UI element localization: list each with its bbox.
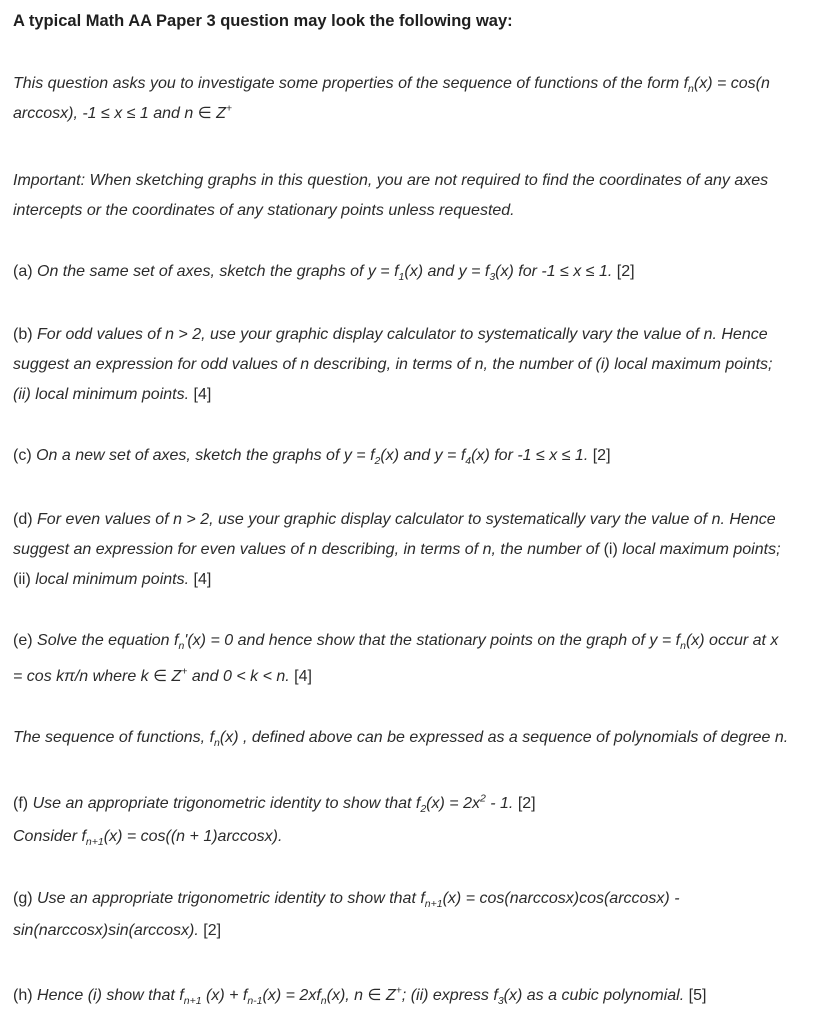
subscript: 4 (465, 455, 472, 468)
question-text: On a new set of axes, sketch the graphs of y = f (36, 447, 375, 464)
question-text: ; (ii) express f (401, 987, 498, 1004)
question-text: (x) as a cubic polynomial. (503, 987, 685, 1004)
question-text: (x) for -1 ≤ x ≤ 1. (495, 263, 613, 280)
paragraph-text: The sequence of functions, f (13, 729, 215, 746)
marks: [2] (592, 447, 611, 464)
important-line-2: intercepts or the coordinates of any stationary points unless requested. (13, 202, 515, 219)
question-text: suggest an expression for even values of n describing, in terms of n, the number of (13, 541, 600, 558)
question-text: For even values of n > 2, use your graphic display calculator to systematically vary the value of n. Hence (37, 511, 776, 528)
question-label: (f) (13, 795, 29, 812)
question-text: (x) and y = f (380, 447, 466, 464)
question-text: '(x) = 0 and hence show that the stationary points on the graph of y = f (184, 632, 681, 649)
subscript: n (178, 640, 185, 653)
subscript: 2 (374, 455, 381, 468)
subscript: n (680, 640, 686, 653)
question-text: Use an appropriate trigonometric identity to show that f (32, 795, 421, 812)
question-g (13, 884, 811, 946)
marks: [2] (203, 922, 222, 939)
question-text: (x) for -1 ≤ x ≤ 1. (471, 447, 589, 464)
question-text: Consider f (13, 828, 86, 845)
question-text: (x) = 2x (426, 795, 480, 812)
question-text: and 0 < k < n. (191, 668, 290, 685)
question-label: (h) (13, 987, 33, 1004)
superscript: + (225, 102, 233, 115)
question-e (13, 626, 811, 692)
marks: [4] (193, 571, 212, 588)
question-c (13, 441, 811, 471)
question-text: - 1. (485, 795, 514, 812)
superscript: + (395, 984, 402, 997)
question-text: Use an appropriate trigonometric identity to show that f (37, 890, 425, 907)
question-a (13, 257, 811, 287)
question-text: (x) = 2xf (262, 987, 321, 1004)
superscript: 2 (479, 792, 486, 805)
question-d (13, 505, 811, 595)
intro-text: arccosx), -1 ≤ x ≤ 1 and n ∈ Z (13, 105, 226, 122)
question-label: (e) (13, 632, 33, 649)
subscript: n+1 (424, 898, 443, 911)
intro-paragraph (13, 69, 811, 129)
marks: [4] (193, 386, 212, 403)
question-text: (x) occur at x (685, 632, 779, 649)
page-title: A typical Math AA Paper 3 question may look the following way: (13, 12, 513, 30)
subscript: 3 (497, 995, 504, 1008)
question-text: On the same set of axes, sketch the graphs of y = f (37, 263, 399, 280)
marks: [4] (294, 668, 312, 685)
sequence-paragraph (13, 723, 811, 753)
question-text: (x), n ∈ Z (326, 987, 396, 1004)
superscript: + (181, 665, 188, 678)
question-text: sin(narccosx)sin(arccosx). (13, 922, 199, 939)
question-text: = cos kπ/n where k ∈ Z (13, 668, 182, 685)
question-text: For odd values of n > 2, use your graphic display calculator to systematically vary the value of n. Hence (37, 326, 768, 343)
question-label: (b) (13, 326, 33, 343)
subscript: n (688, 83, 694, 96)
question-h (13, 981, 811, 1011)
question-text: (x) = cos((n + 1)arccosx). (103, 828, 283, 845)
subscript: n-1 (247, 995, 263, 1008)
intro-text: (x) = cos(n (693, 75, 770, 92)
question-label: (c) (13, 447, 32, 464)
intro-text: This question asks you to investigate some properties of the sequence of functions of the form f (13, 75, 689, 92)
subscript: n (320, 995, 327, 1008)
question-text: Solve the equation f (37, 632, 179, 649)
question-text: (ii) local minimum points. (13, 386, 190, 403)
question-label: (a) (13, 263, 33, 280)
marks: [2] (616, 263, 635, 280)
marks: [5] (688, 987, 707, 1004)
question-label: (d) (13, 511, 33, 528)
question-text: (x) = cos(narccosx)cos(arccosx) - (442, 890, 680, 907)
question-text: suggest an expression for odd values of n describing, in terms of n, the number of (i) local maximum points; (13, 356, 773, 373)
question-b (13, 320, 811, 410)
marks: [2] (517, 795, 536, 812)
question-text: (ii) (13, 571, 31, 588)
paragraph-text: (x) , defined above can be expressed as a sequence of polynomials of degree n. (219, 729, 789, 746)
subscript: 1 (398, 271, 405, 284)
important-note (13, 166, 811, 226)
subscript: n (214, 737, 220, 750)
question-text: (x) + f (201, 987, 248, 1004)
question-text: (x) and y = f (404, 263, 490, 280)
subscript: n+1 (183, 995, 202, 1008)
subscript: n+1 (85, 836, 104, 849)
subscript: 3 (489, 271, 496, 284)
question-f (13, 789, 811, 852)
question-text: local maximum points; (622, 541, 781, 558)
important-line-1: Important: When sketching graphs in this question, you are not required to find the coordinates of any axes (13, 172, 769, 189)
question-text: local minimum points. (35, 571, 190, 588)
question-label: (g) (13, 890, 33, 907)
subscript: 2 (420, 803, 427, 816)
question-text: Hence (i) show that f (37, 987, 184, 1004)
question-text: (i) (603, 541, 618, 558)
